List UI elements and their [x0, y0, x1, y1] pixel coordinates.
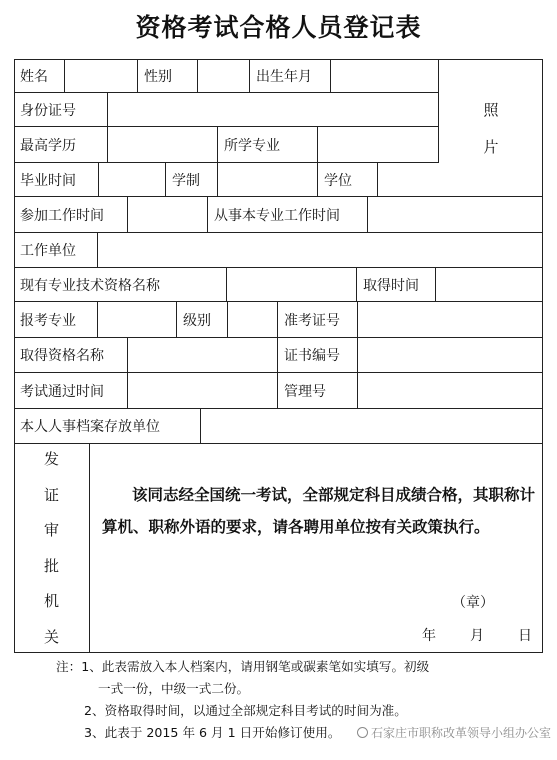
label-admission-no: 准考证号	[278, 302, 358, 338]
label-major: 所学专业	[218, 127, 318, 163]
issuer-char-5: 机	[43, 592, 59, 611]
watermark-text: 石家庄市职称改革领导小组办公室	[370, 726, 551, 740]
input-archive-unit[interactable]	[201, 409, 543, 444]
input-obtain-time[interactable]	[436, 268, 543, 302]
label-prof-start: 从事本专业工作时间	[208, 197, 368, 233]
label-pass-time: 考试通过时间	[14, 373, 128, 409]
note-line-1: 注：1、此表需放入本人档案内，请用钢笔或碳素笔如实填写。初级	[56, 659, 430, 674]
label-id-number: 身份证号	[14, 93, 108, 127]
wechat-icon	[357, 727, 368, 738]
label-work-start: 参加工作时间	[14, 197, 128, 233]
label-graduation: 毕业时间	[14, 163, 99, 197]
input-cert-no[interactable]	[358, 338, 543, 373]
label-work-unit: 工作单位	[14, 233, 98, 268]
issuer-char-1: 发	[43, 450, 59, 468]
note-line-2: 一式一份，中级一式二份。	[98, 681, 250, 696]
label-level: 级别	[177, 302, 228, 338]
input-work-unit[interactable]	[98, 233, 543, 268]
photo-area	[439, 59, 543, 197]
label-archive-unit: 本人人事档案存放单位	[14, 409, 201, 444]
issuer-label	[14, 444, 90, 653]
input-exam-major[interactable]	[98, 302, 177, 338]
label-qualification-name: 取得资格名称	[14, 338, 128, 373]
label-mgmt-no: 管理号	[278, 373, 358, 409]
date-year: 年	[422, 628, 436, 644]
label-education: 最高学历	[14, 127, 108, 163]
label-obtain-time: 取得时间	[357, 268, 436, 302]
watermark	[357, 724, 551, 741]
date-day: 日	[518, 628, 532, 644]
date-line	[422, 625, 532, 645]
input-graduation[interactable]	[99, 163, 166, 197]
label-birth: 出生年月	[250, 59, 331, 93]
input-current-title[interactable]	[227, 268, 357, 302]
input-gender[interactable]	[198, 59, 250, 93]
photo-char-1: 照	[483, 100, 499, 119]
issuer-char-2: 证	[43, 485, 59, 504]
label-degree: 学位	[318, 163, 378, 197]
label-exam-major: 报考专业	[14, 302, 98, 338]
photo-char-2: 片	[483, 137, 499, 156]
input-duration[interactable]	[218, 163, 318, 197]
input-level[interactable]	[228, 302, 278, 338]
issuer-char-6: 关	[43, 627, 59, 646]
input-admission-no[interactable]	[358, 302, 543, 338]
issuer-char-4: 批	[43, 556, 59, 575]
input-major[interactable]	[318, 127, 439, 163]
label-current-title: 现有专业技术资格名称	[14, 268, 227, 302]
input-degree[interactable]	[378, 163, 439, 197]
input-work-start[interactable]	[128, 197, 208, 233]
label-name: 姓名	[14, 59, 65, 93]
issuer-char-3: 审	[43, 521, 59, 540]
note-line-4: 3、此表于 2015 年 6 月 1 日开始修订使用。	[84, 725, 341, 740]
input-name[interactable]	[65, 59, 138, 93]
registration-form	[14, 59, 543, 653]
label-duration: 学制	[166, 163, 218, 197]
note-line-3: 2、资格取得时间，以通过全部规定科目考试的时间为准。	[84, 703, 407, 718]
page-title: 资格考试合格人员登记表	[135, 13, 422, 42]
input-prof-start[interactable]	[368, 197, 543, 233]
label-cert-no: 证书编号	[278, 338, 358, 373]
input-birth[interactable]	[331, 59, 439, 93]
date-month: 月	[470, 628, 484, 644]
seal-text: （章）	[452, 595, 494, 611]
input-education[interactable]	[108, 127, 218, 163]
label-gender: 性别	[138, 59, 198, 93]
input-mgmt-no[interactable]	[358, 373, 543, 409]
certification-text: 该同志经全国统一考试，全部规定科目成绩合格，其职称计算机、职称外语的要求，请各聘用单位按有关政策执行。	[102, 485, 536, 536]
input-pass-time[interactable]	[128, 373, 278, 409]
input-id-number[interactable]	[108, 93, 439, 127]
input-qualification-name[interactable]	[128, 338, 278, 373]
